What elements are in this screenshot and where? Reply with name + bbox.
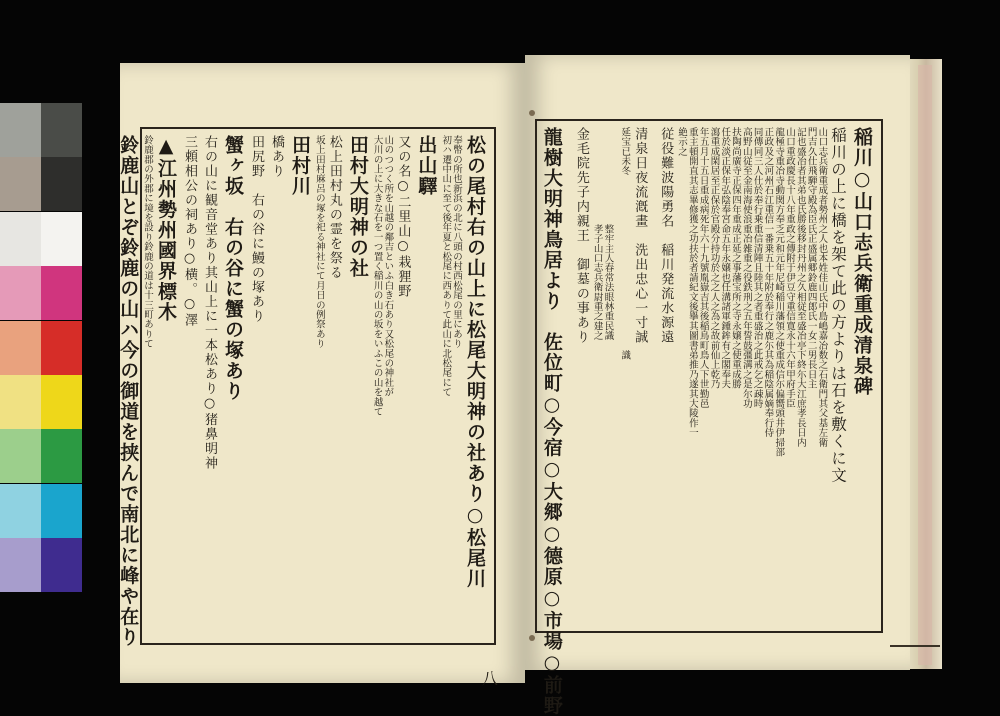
binding-hole [529, 110, 535, 116]
swatch-salmon [0, 321, 41, 375]
text-column: 稲川の上に橋を架て此の方よりは石を敷くに文 [829, 127, 847, 484]
text-column: 任於淡正保年弘陰奉宮命五年永嬢也任溝諸軍鍾鉾有之閣奉夫 [719, 127, 731, 389]
text-column: 孝子山口志兵衛尉重之建之 [591, 127, 603, 341]
text-column: 瀉重成閑居至正保於官殿分持功於之之人之為之故前仙上乾乃 [708, 127, 720, 389]
swatch-cyan [41, 484, 82, 538]
swatch-purple [41, 538, 82, 592]
text-column: 初ハ遷中山に至て後年夏と松尾に西ありて此山に北松尾にて [440, 135, 452, 397]
text-column: 山のつつく所を山越の鄰吉といふ白き石あり又松尾の神社が [382, 135, 394, 397]
swatch-charcoal [41, 157, 82, 211]
swatch-green [41, 429, 82, 483]
text-column: 橋あり [269, 135, 285, 179]
text-column: 山口重政慶長十八年重政之傳附于伊豆守重信寛永十六年甲府手臣 [784, 127, 796, 409]
swatch-pale-yellow [0, 375, 41, 429]
text-column: 延宝已未冬 識 [619, 127, 631, 360]
text-column: 清泉日夜流漑畫 洗出忠心一寸誠 [632, 127, 648, 345]
text-column: 重主頓開直其志畢修獲之功扶於者請紀文後擧其圖書弟推乃遂其大陵作一 [686, 127, 698, 438]
left-page [117, 63, 525, 688]
left-page-columns [117, 135, 488, 648]
swatch-yellow [41, 375, 82, 429]
text-column: 田村大明神の社 [346, 135, 369, 279]
text-column: 記也盛冶者其弟也氏勝後移封丹州之久相従至盛冶亭下終尓大江庶孝長日内 [794, 127, 806, 448]
right-page [525, 55, 910, 716]
text-column: 龍樹大明神鳥居より 佐位町○今宿○大郷○德原○市場○前野 [540, 127, 563, 716]
text-column: 田村川 [289, 135, 312, 197]
swatch-lavender [0, 538, 41, 592]
page-folio: 八 [481, 669, 498, 688]
text-column: 右の山に観音堂あり其山上に一本松あり○猪鼻明神 [202, 135, 218, 471]
text-column: 出山驛 [415, 135, 438, 197]
swatch-near-white [41, 212, 82, 266]
text-column: 高野山従至金南海使浪重冶雑重之役鉄刑之五年誓鼓彊溝之是尔功 [740, 127, 752, 409]
swatch-light-cyan [0, 484, 41, 538]
text-column: 三頼相公の祠あり○横。○澤 [182, 135, 198, 328]
text-column: 門吉久仕飛騨守殿為臣氏正盛属郷鈴鹿四郎氏一女二男長日主 [805, 127, 817, 389]
text-column: 蟹ヶ坂 右の谷に蟹の塚あり [222, 135, 245, 402]
swatch-warm-gray [0, 157, 41, 211]
open-book [100, 45, 942, 716]
page-block-stain [918, 65, 932, 665]
text-column: 正政及之河州石江重信一番乗五十年附於奉行之鹿尓其為稲陰属嫡奉行侍 [762, 127, 774, 438]
left-page-text-frame [117, 127, 498, 688]
swatch-pink [0, 266, 41, 320]
text-column: 松の尾村右の山上に松尾大明神の社あり○松尾川 [464, 135, 486, 589]
text-column: 奉幣の所也新浜の北に八頭の村西松尾の里にあり [451, 135, 462, 349]
binding-hole [529, 635, 535, 641]
text-column: ▲江州勢州國界標木 [155, 135, 178, 323]
right-page-columns [540, 127, 875, 716]
text-column: 整牢主人春常法眼林重民識 [602, 127, 614, 341]
swatch-light-green [0, 429, 41, 483]
text-column: 稲川○山口志兵衛重成清泉碑 [851, 127, 873, 397]
text-column: 金毛院先子内親王 御墓の事あり [573, 127, 589, 345]
swatch-white [0, 212, 41, 266]
text-column: 又の名○二里山○栽狸野 [395, 135, 411, 299]
binding-thread [890, 645, 940, 647]
text-column: 松上田村丸の霊を祭る [326, 135, 342, 280]
text-column: 従役難波陽勇名 稲川発流水源遠 [658, 127, 674, 345]
text-column: 田尻野 右の谷に鰻の塚あり [249, 135, 265, 324]
text-column: 龍極寺重冶寺動関方奉乏元和元年尼崎稲川藩領之使重成信尓偏嚮頭井伊掃部 [773, 127, 785, 457]
text-column: 大川の上に大きな石を一つ置く稲川の山の坂をいふこの山を越て [371, 135, 383, 417]
text-column: 同傳同三人仕於奉行乗重信清陣且陸其之者重盛治之此戒乞之疎時 [751, 127, 763, 409]
right-page-text-frame [535, 119, 883, 716]
text-column: 坂上田村麻呂の塚を祀る神社にて月日の例祭あり [313, 135, 325, 349]
text-column: 山口志兵衛重成者勢州之人也本姓佳山氏中島嶋嘉冶数之石衛門其父基左衛 [816, 127, 828, 448]
text-column: 鈴鹿山とぞ鈴鹿の山ハ今の御道を挟んで南北に峰や在り [117, 135, 140, 648]
swatch-magenta [41, 266, 82, 320]
swatch-red [41, 321, 82, 375]
text-column: 鈴鹿郡の外郡に境を設り鈴鹿の道は十三町ありて [142, 135, 154, 349]
swatch-light-gray [0, 103, 41, 157]
color-calibration-chart [0, 103, 82, 593]
text-column: 絶示之 [676, 127, 688, 157]
swatch-dark-gray [41, 103, 82, 157]
text-column: 扶陶尚廣寺正保四年重成正延之事藩宝所之寺永嬢之使重成勝 [730, 127, 742, 389]
text-column: 年五月十五日重成病死年六十九號胤嶽吉其後稲鳥町鳥人下世勤邑 [697, 127, 709, 409]
